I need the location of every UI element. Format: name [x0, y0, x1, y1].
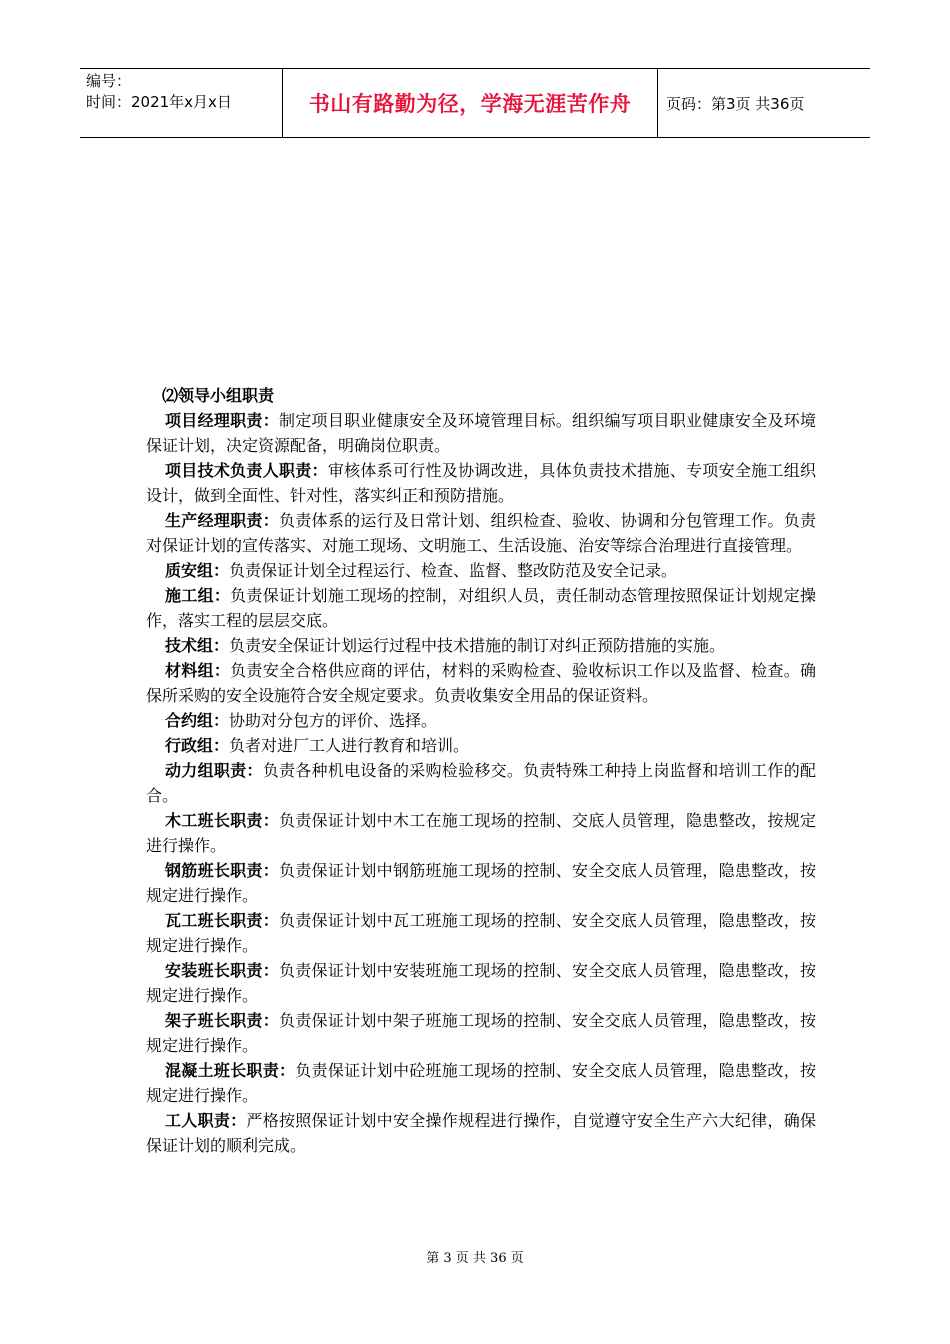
- role-label: 技术组：: [165, 636, 230, 655]
- header-page-info: 页码：第3页 共36页: [666, 94, 805, 113]
- header-motto: 书山有路勤为径，学海无涯苦作舟: [308, 92, 632, 116]
- section-heading: ⑵领导小组职责: [162, 386, 275, 405]
- role-description: 负责体系的运行及日常计划、组织检查、验收、协调和分包管理工作。负责对保证计划的宣传落实、对施工现场、文明施工、生活设施、治安等综合治理进行直接管理。: [146, 511, 816, 555]
- responsibility-paragraph: [146, 1008, 816, 1058]
- role-label: 项目技术负责人职责：: [165, 461, 328, 480]
- header-motto-cell: [283, 69, 658, 137]
- responsibility-paragraph: [146, 758, 816, 808]
- role-label: 项目经理职责：: [165, 411, 279, 430]
- role-label: 架子班长职责：: [165, 1011, 279, 1030]
- role-description: 负责安全保证计划运行过程中技术措施的制订对纠正预防措施的实施。: [229, 636, 726, 655]
- responsibility-paragraph: [146, 858, 816, 908]
- role-label: 动力组职责：: [165, 761, 263, 780]
- role-label: 合约组：: [165, 711, 230, 730]
- responsibility-paragraph: [146, 908, 816, 958]
- header-meta: [80, 69, 283, 137]
- role-description: 审核体系可行性及协调改进，具体负责技术措施、专项安全施工组织设计，做到全面性、针对性，落实纠正和预防措施。: [146, 461, 816, 505]
- role-label: 生产经理职责：: [165, 511, 279, 530]
- role-label: 木工班长职责：: [165, 811, 279, 830]
- responsibility-paragraph: [146, 458, 816, 508]
- responsibility-paragraph: [146, 808, 816, 858]
- role-label: 行政组：: [165, 736, 230, 755]
- responsibility-paragraph: [146, 1108, 816, 1158]
- role-description: 负责保证计划全过程运行、检查、监督、整改防范及安全记录。: [229, 561, 678, 580]
- responsibility-paragraph: [146, 658, 816, 708]
- document-date: 时间：2021年x月x日: [86, 93, 232, 111]
- role-description: 负责保证计划中架子班施工现场的控制、安全交底人员管理，隐患整改，按规定进行操作。: [146, 1011, 816, 1055]
- responsibility-paragraph: [146, 508, 816, 558]
- role-description: 严格按照保证计划中安全操作规程进行操作，自觉遵守安全生产六大纪律，确保保证计划的顺利完成。: [146, 1111, 816, 1155]
- page-header: [80, 68, 870, 138]
- role-description: 负责保证计划中木工在施工现场的控制、交底人员管理，隐患整改，按规定进行操作。: [146, 811, 816, 855]
- role-label: 瓦工班长职责：: [165, 911, 279, 930]
- document-body: [146, 383, 816, 1158]
- role-description: 负责保证计划施工现场的控制，对组织人员，责任制动态管理按照保证计划规定操作，落实工程的层层交底。: [146, 586, 816, 630]
- role-description: 负责安全合格供应商的评估，材料的采购检查、验收标识工作以及监督、检查。确保所采购的安全设施符合安全规定要求。负责收集安全用品的保证资料。: [146, 661, 816, 705]
- role-description: 负责保证计划中瓦工班施工现场的控制、安全交底人员管理，隐患整改，按规定进行操作。: [146, 911, 816, 955]
- responsibility-paragraph: [146, 408, 816, 458]
- header-page-info-cell: [658, 69, 870, 137]
- responsibility-paragraph: [146, 583, 816, 633]
- role-label: 安装班长职责：: [165, 961, 279, 980]
- responsibility-list: [146, 408, 816, 1158]
- responsibility-paragraph: [146, 708, 816, 733]
- document-number: 编号：: [86, 72, 132, 90]
- role-label: 质安组：: [165, 561, 230, 580]
- role-description: 负责保证计划中砼班施工现场的控制、安全交底人员管理，隐患整改，按规定进行操作。: [146, 1061, 816, 1105]
- responsibility-paragraph: [146, 558, 816, 583]
- role-label: 钢筋班长职责：: [165, 861, 279, 880]
- role-description: 负责保证计划中安装班施工现场的控制、安全交底人员管理，隐患整改，按规定进行操作。: [146, 961, 816, 1005]
- role-label: 材料组：: [165, 661, 231, 680]
- role-description: 协助对分包方的评价、选择。: [229, 711, 438, 730]
- page-footer: 第 3 页 共 36 页: [426, 1251, 524, 1266]
- role-description: 负者对进厂工人进行教育和培训。: [229, 736, 470, 755]
- role-label: 混凝土班长职责：: [165, 1061, 296, 1080]
- responsibility-paragraph: [146, 958, 816, 1008]
- role-description: 负责各种机电设备的采购检验移交。负责特殊工种持上岗监督和培训工作的配合。: [146, 761, 816, 805]
- responsibility-paragraph: [146, 733, 816, 758]
- role-description: 制定项目职业健康安全及环境管理目标。组织编写项目职业健康安全及环境保证计划，决定资源配备，明确岗位职责。: [146, 411, 816, 455]
- role-description: 负责保证计划中钢筋班施工现场的控制、安全交底人员管理，隐患整改，按规定进行操作。: [146, 861, 816, 905]
- responsibility-paragraph: [146, 633, 816, 658]
- role-label: 工人职责：: [165, 1111, 247, 1130]
- role-label: 施工组：: [165, 586, 231, 605]
- responsibility-paragraph: [146, 1058, 816, 1108]
